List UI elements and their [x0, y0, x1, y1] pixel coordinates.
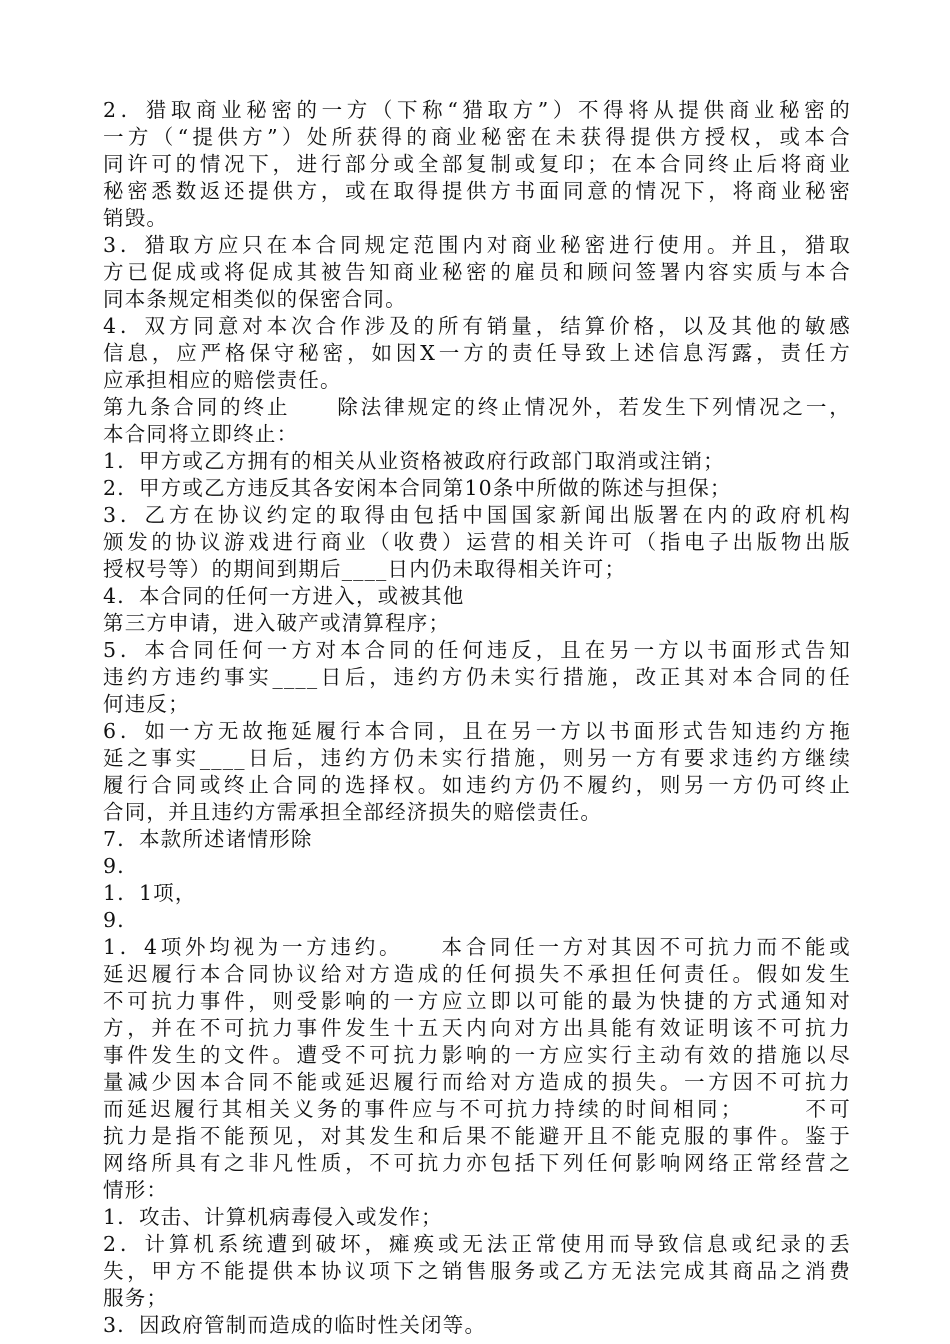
text-line: 2．计算机系统遭到破坏，瘫痪或无法正常使用而导致信息或纪录的丢: [103, 1232, 851, 1256]
text-line: 1．攻击、计算机病毒侵入或发作；: [103, 1205, 443, 1229]
text-line: 秘密悉数返还提供方，或在取得提供方书面同意的情况下，将商业秘密: [103, 179, 851, 203]
text-line: 方已促成或将促成其被告知商业秘密的雇员和顾问签署内容实质与本合: [103, 260, 851, 284]
text-line: 销毁。: [103, 206, 169, 230]
text-line: 方，并在不可抗力事件发生十五天内向对方出具能有效证明该不可抗力: [103, 1016, 851, 1040]
text-line: 授权号等）的期间到期后____日内仍未取得相关许可；: [103, 557, 627, 581]
text-line: 2．甲方或乙方违反其各安闲本合同第10条中所做的陈述与担保；: [103, 476, 732, 500]
text-line: 第三方申请，进入破产或清算程序；: [103, 611, 451, 635]
text-line: 5．本合同任何一方对本合同的任何违反，且在另一方以书面形式告知: [103, 638, 851, 662]
text-line: 4．本合同的任何一方进入，或被其他: [103, 584, 465, 608]
text-line: 情形：: [103, 1178, 169, 1202]
text-line: 3．猎取方应只在本合同规定范围内对商业秘密进行使用。并且，猎取: [103, 233, 851, 257]
text-line: 本合同将立即终止：: [103, 422, 299, 446]
document-body: [103, 97, 851, 1339]
section-heading-line: 第九条合同的终止 除法律规定的终止情况外，若发生下列情况之一，: [103, 395, 851, 419]
text-line: 信息，应严格保守秘密，如因X一方的责任导致上述信息泻露，责任方: [103, 341, 851, 365]
text-line: 9．: [103, 854, 139, 878]
text-line: 同本条规定相类似的保密合同。: [103, 287, 407, 311]
text-line: 6．如一方无故拖延履行本合同，且在另一方以书面形式告知违约方拖: [103, 719, 851, 743]
text-line: 量减少因本合同不能或延迟履行而给对方造成的损失。一方因不可抗力: [103, 1070, 851, 1094]
text-line: 3．乙方在协议约定的取得由包括中国国家新闻出版署在内的政府机构: [103, 503, 851, 527]
text-line: 何违反；: [103, 692, 190, 716]
text-line: 失，甲方不能提供本协议项下之销售服务或乙方无法完成其商品之消费: [103, 1259, 851, 1283]
text-line: 颁发的协议游戏进行商业（收费）运营的相关许可（指电子出版物出版: [103, 530, 851, 554]
text-line: 4．双方同意对本次合作涉及的所有销量，结算价格，以及其他的敏感: [103, 314, 851, 338]
text-line: 1．甲方或乙方拥有的相关从业资格被政府行政部门取消或注销；: [103, 449, 725, 473]
text-line: 履行合同或终止合同的选择权。如违约方仍不履约，则另一方仍可终止: [103, 773, 851, 797]
text-line: 同许可的情况下，进行部分或全部复制或复印；在本合同终止后将商业: [103, 152, 851, 176]
text-line: 网络所具有之非凡性质，不可抗力亦包括下列任何影响网络正常经营之: [103, 1151, 851, 1175]
text-line: 3．因政府管制而造成的临时性关闭等。: [103, 1313, 487, 1337]
text-line: 7．本款所述诸情形除: [103, 827, 313, 851]
text-line: 违约方违约事实____日后，违约方仍未实行措施，改正其对本合同的任: [103, 665, 851, 689]
text-line: 事件发生的文件。遭受不可抗力影响的一方应实行主动有效的措施以尽: [103, 1043, 851, 1067]
text-line: 而延迟履行其相关义务的事件应与不可抗力持续的时间相同； 不可: [103, 1097, 851, 1121]
text-line: 抗力是指不能预见，对其发生和后果不能避开且不能克服的事件。鉴于: [103, 1124, 851, 1148]
text-line: 服务；: [103, 1286, 169, 1310]
text-line: 2．猎取商业秘密的一方（下称“猎取方”）不得将从提供商业秘密的: [103, 98, 851, 122]
text-line: 一方（“提供方”）处所获得的商业秘密在未获得提供方授权，或本合: [103, 125, 851, 149]
text-line: 应承担相应的赔偿责任。: [103, 368, 342, 392]
text-line: 延迟履行本合同协议给对方造成的任何损失不承担任何责任。假如发生: [103, 962, 851, 986]
text-line: 1．4项外均视为一方违约。 本合同任一方对其因不可抗力而不能或: [103, 935, 851, 959]
text-line: 合同，并且违约方需承担全部经济损失的赔偿责任。: [103, 800, 603, 824]
text-line: 不可抗力事件，则受影响的一方应立即以可能的最为快捷的方式通知对: [103, 989, 851, 1013]
text-line: 延之事实____日后，违约方仍未实行措施，则另一方有要求违约方继续: [103, 746, 851, 770]
text-line: 1．1项，: [103, 881, 197, 905]
text-line: 9．: [103, 908, 139, 932]
